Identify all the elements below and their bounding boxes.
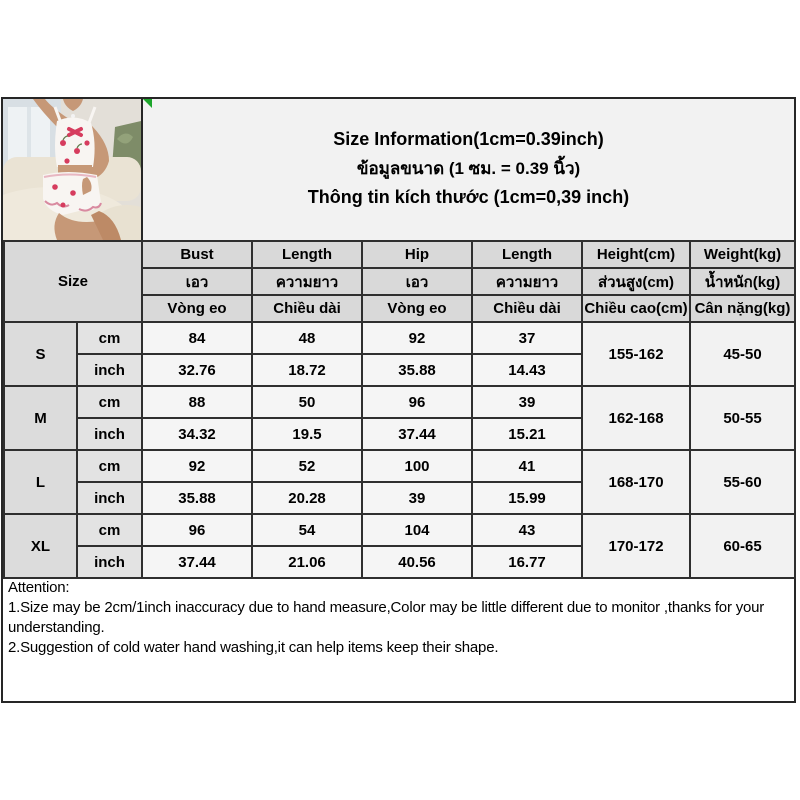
- cell-l-length1-cm: 52: [252, 450, 362, 482]
- col-header-height-vi: Chiều cao(cm): [582, 295, 690, 322]
- cell-m-bust-cm: 88: [142, 386, 252, 418]
- cell-m-length1-cm: 50: [252, 386, 362, 418]
- cell-s-height: 155-162: [582, 322, 690, 386]
- cell-l-hip-inch: 39: [362, 482, 472, 514]
- size-label-s: S: [4, 322, 77, 386]
- cell-s-hip-cm: 92: [362, 322, 472, 354]
- corner-marker-icon: [143, 99, 152, 108]
- unit-inch: inch: [77, 354, 142, 386]
- product-photo-illustration: [3, 99, 141, 240]
- attention-note-1: 1.Size may be 2cm/1inch inaccuracy due to hand measure,Color may be little different due to monitor ,thanks for your understanding.: [8, 599, 765, 636]
- cell-s-length1-cm: 48: [252, 322, 362, 354]
- cell-s-bust-inch: 32.76: [142, 354, 252, 386]
- cell-m-length2-cm: 39: [472, 386, 582, 418]
- attention-block: [8, 578, 790, 658]
- col-header-length1-th: ความยาว: [252, 268, 362, 295]
- cell-xl-length1-inch: 21.06: [252, 546, 362, 578]
- table-row-xl-cm: [4, 514, 795, 546]
- col-header-length2-vi: Chiều dài: [472, 295, 582, 322]
- cell-l-length1-inch: 20.28: [252, 482, 362, 514]
- title-block: [143, 125, 794, 212]
- cell-l-length2-cm: 41: [472, 450, 582, 482]
- unit-cm: cm: [77, 386, 142, 418]
- attention-heading: Attention:: [8, 579, 70, 596]
- cell-xl-bust-inch: 37.44: [142, 546, 252, 578]
- cell-xl-length2-inch: 16.77: [472, 546, 582, 578]
- cell-l-bust-inch: 35.88: [142, 482, 252, 514]
- cell-s-length2-cm: 37: [472, 322, 582, 354]
- cell-m-length1-inch: 19.5: [252, 418, 362, 450]
- title-en: Size Information(1cm=0.39inch): [333, 129, 604, 149]
- size-table: [3, 240, 796, 579]
- cell-s-weight: 45-50: [690, 322, 795, 386]
- size-label-l: L: [4, 450, 77, 514]
- unit-inch: inch: [77, 546, 142, 578]
- cell-xl-length2-cm: 43: [472, 514, 582, 546]
- col-header-height-th: ส่วนสูง(cm): [582, 268, 690, 295]
- cell-l-height: 168-170: [582, 450, 690, 514]
- cell-m-hip-cm: 96: [362, 386, 472, 418]
- cell-s-hip-inch: 35.88: [362, 354, 472, 386]
- cell-l-bust-cm: 92: [142, 450, 252, 482]
- cell-m-length2-inch: 15.21: [472, 418, 582, 450]
- col-header-length1-vi: Chiều dài: [252, 295, 362, 322]
- unit-inch: inch: [77, 418, 142, 450]
- cell-xl-hip-inch: 40.56: [362, 546, 472, 578]
- table-row-l-cm: [4, 450, 795, 482]
- unit-cm: cm: [77, 514, 142, 546]
- title-th: ข้อมูลขนาด (1 ซม. = 0.39 นิ้ว): [356, 159, 581, 178]
- table-row-m-cm: [4, 386, 795, 418]
- col-header-hip-th: เอว: [362, 268, 472, 295]
- content-frame: [1, 97, 796, 703]
- col-header-bust-vi: Vòng eo: [142, 295, 252, 322]
- cell-xl-hip-cm: 104: [362, 514, 472, 546]
- col-header-length2: Length: [472, 241, 582, 268]
- size-label-m: M: [4, 386, 77, 450]
- col-header-weight: Weight(kg): [690, 241, 795, 268]
- col-header-length2-th: ความยาว: [472, 268, 582, 295]
- cell-xl-length1-cm: 54: [252, 514, 362, 546]
- cell-xl-height: 170-172: [582, 514, 690, 578]
- col-header-hip: Hip: [362, 241, 472, 268]
- cell-xl-weight: 60-65: [690, 514, 795, 578]
- table-row-s-cm: [4, 322, 795, 354]
- cell-s-length1-inch: 18.72: [252, 354, 362, 386]
- col-header-bust: Bust: [142, 241, 252, 268]
- cell-m-height: 162-168: [582, 386, 690, 450]
- cell-s-bust-cm: 84: [142, 322, 252, 354]
- col-header-bust-th: เอว: [142, 268, 252, 295]
- unit-cm: cm: [77, 322, 142, 354]
- cell-xl-bust-cm: 96: [142, 514, 252, 546]
- attention-note-2: 2.Suggestion of cold water hand washing,it can help items keep their shape.: [8, 639, 499, 656]
- col-header-height: Height(cm): [582, 241, 690, 268]
- col-header-weight-th: น้ำหนัก(kg): [690, 268, 795, 295]
- product-photo: [3, 99, 143, 240]
- cell-l-weight: 55-60: [690, 450, 795, 514]
- cell-l-length2-inch: 15.99: [472, 482, 582, 514]
- size-label-xl: XL: [4, 514, 77, 578]
- cell-l-hip-cm: 100: [362, 450, 472, 482]
- unit-inch: inch: [77, 482, 142, 514]
- title-vi: Thông tin kích thước (1cm=0,39 inch): [307, 187, 630, 207]
- col-header-weight-vi: Cân nặng(kg): [690, 295, 795, 322]
- cell-m-bust-inch: 34.32: [142, 418, 252, 450]
- size-header: Size: [4, 241, 142, 322]
- cell-m-hip-inch: 37.44: [362, 418, 472, 450]
- cell-s-length2-inch: 14.43: [472, 354, 582, 386]
- unit-cm: cm: [77, 450, 142, 482]
- col-header-hip-vi: Vòng eo: [362, 295, 472, 322]
- cell-m-weight: 50-55: [690, 386, 795, 450]
- col-header-length1: Length: [252, 241, 362, 268]
